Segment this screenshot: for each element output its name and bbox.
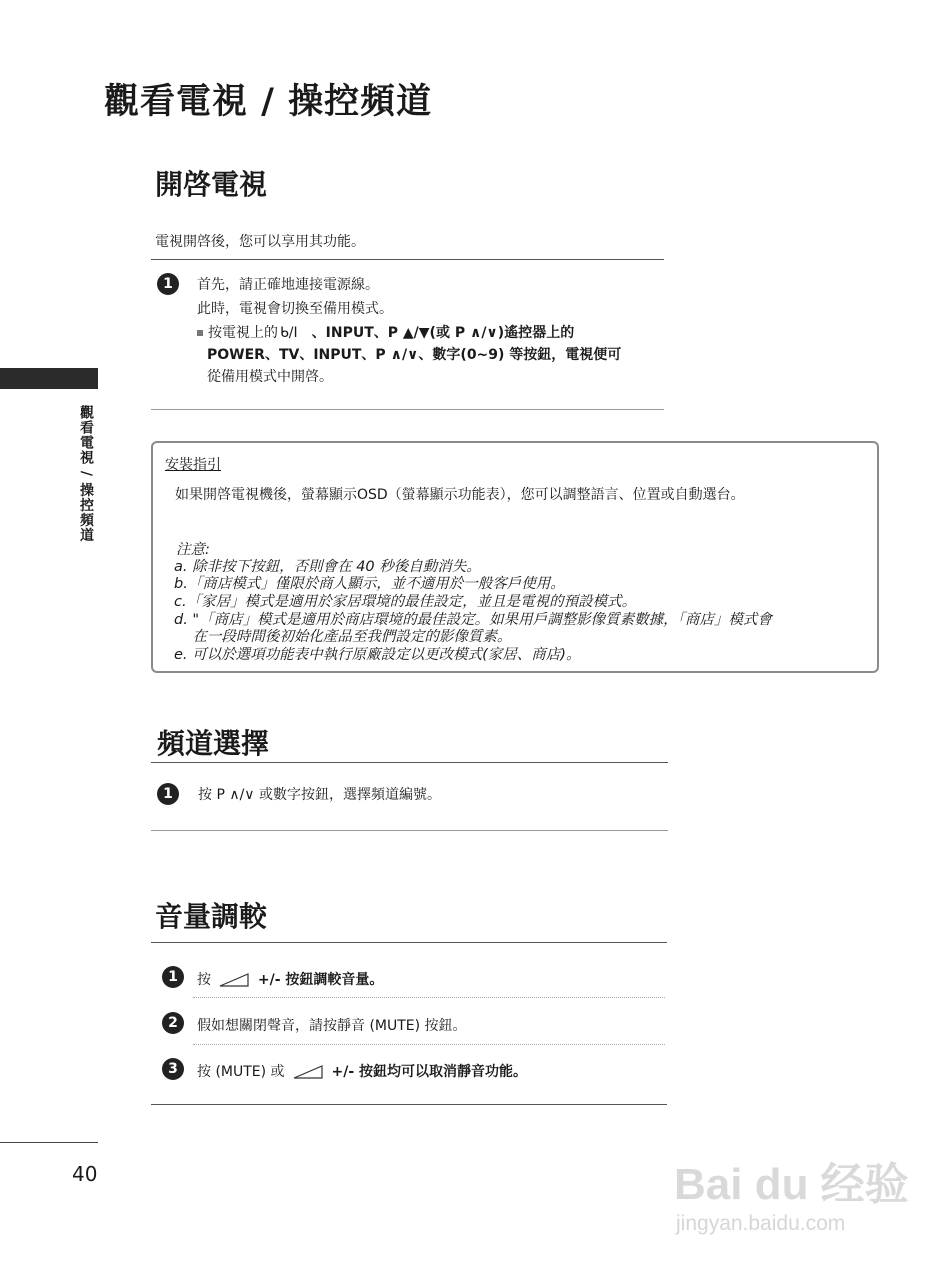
note-heading: 安裝指引 [165, 457, 221, 473]
section-intro: 電視開啓後，您可以享用其功能。 [155, 234, 365, 250]
step-text-part: +/- 按鈕均可以取消靜音功能。 [331, 1064, 527, 1080]
caution-item: e. 可以於選項功能表中執行原廠設定以更改模式(家居、商店)。 [174, 647, 581, 663]
section-title-volume: 音量調較 [155, 900, 268, 933]
section-title-power-on: 開啓電視 [155, 168, 268, 201]
step-number-badge: 1 [157, 273, 179, 295]
step-number-badge: 1 [162, 966, 184, 988]
step-text: 假如想關閉聲音，請按靜音 (MUTE) 按鈕。 [197, 1018, 467, 1034]
baidu-watermark-logo: Bai du 经验 [674, 1160, 909, 1209]
power-symbol-icon: ᑲ/I [280, 325, 298, 341]
step-text: 按 P ∧/∨ 或數字按鈕，選擇頻道編號。 [198, 787, 442, 803]
divider [193, 997, 665, 998]
step-number-badge: 1 [157, 783, 179, 805]
caution-item: a. 除非按下按鈕，否則會在 40 秒後自動消失。 [174, 559, 481, 575]
footer-divider [0, 1142, 98, 1143]
step-text [197, 1061, 527, 1081]
divider [151, 830, 668, 831]
step-text [197, 969, 383, 989]
caution-item: d. "「商店」模式是適用於商店環境的最佳設定。如果用戶調整影像質素數據，「商店」模式會 [174, 612, 772, 628]
divider [151, 409, 664, 410]
divider [151, 942, 667, 943]
caution-item: c.「家居」模式是適用於家居環境的最佳設定，並且是電視的預設模式。 [174, 594, 637, 610]
caution-item: 在一段時間後初始化產品至我們設定的影像質素。 [174, 629, 512, 645]
note-body: 如果開啓電視機後，螢幕顯示OSD（螢幕顯示功能表），您可以調整語言、位置或自動選台。 [175, 487, 745, 503]
bullet-text: 按電視上的 [208, 325, 278, 341]
step-text-part: 按 (MUTE) 或 [197, 1064, 285, 1080]
divider [151, 259, 664, 260]
divider [151, 1104, 667, 1105]
divider [193, 1044, 665, 1045]
caution-item: b.「商店模式」僅限於商人顯示，並不適用於一般客戶使用。 [174, 576, 565, 592]
caution-title: 注意: [176, 542, 210, 558]
side-tab-bar [0, 368, 98, 389]
step-text-part: 按 [197, 972, 211, 988]
divider [151, 762, 668, 763]
bullet-line [197, 322, 574, 342]
page-title: 觀看電視 / 操控頻道 [104, 82, 433, 122]
step-text: 此時，電視會切換至備用模式。 [197, 301, 393, 317]
baidu-watermark-url: jingyan.baidu.com [676, 1212, 846, 1235]
step-number-badge: 2 [162, 1012, 184, 1034]
side-tab-label: 觀看電視 / 操控頻道 [78, 405, 94, 543]
page-number: 40 [72, 1162, 98, 1186]
step-text-part: +/- 按鈕調較音量。 [257, 972, 384, 988]
step-text: 首先，請正確地連接電源線。 [197, 277, 379, 293]
volume-ramp-icon [219, 973, 249, 987]
bullet-text: POWER、TV、INPUT、P ∧/∨、數字(0~9) 等按鈕，電視便可 [207, 347, 622, 363]
note-box [151, 441, 879, 673]
section-title-channel: 頻道選擇 [157, 727, 270, 760]
bullet-text: 從備用模式中開啓。 [207, 369, 333, 385]
volume-ramp-icon [293, 1065, 323, 1079]
bullet-text: 、INPUT、P ▲/▼(或 P ∧/∨)遙控器上的 [311, 325, 575, 341]
bullet-square-icon [197, 330, 203, 336]
step-number-badge: 3 [162, 1058, 184, 1080]
